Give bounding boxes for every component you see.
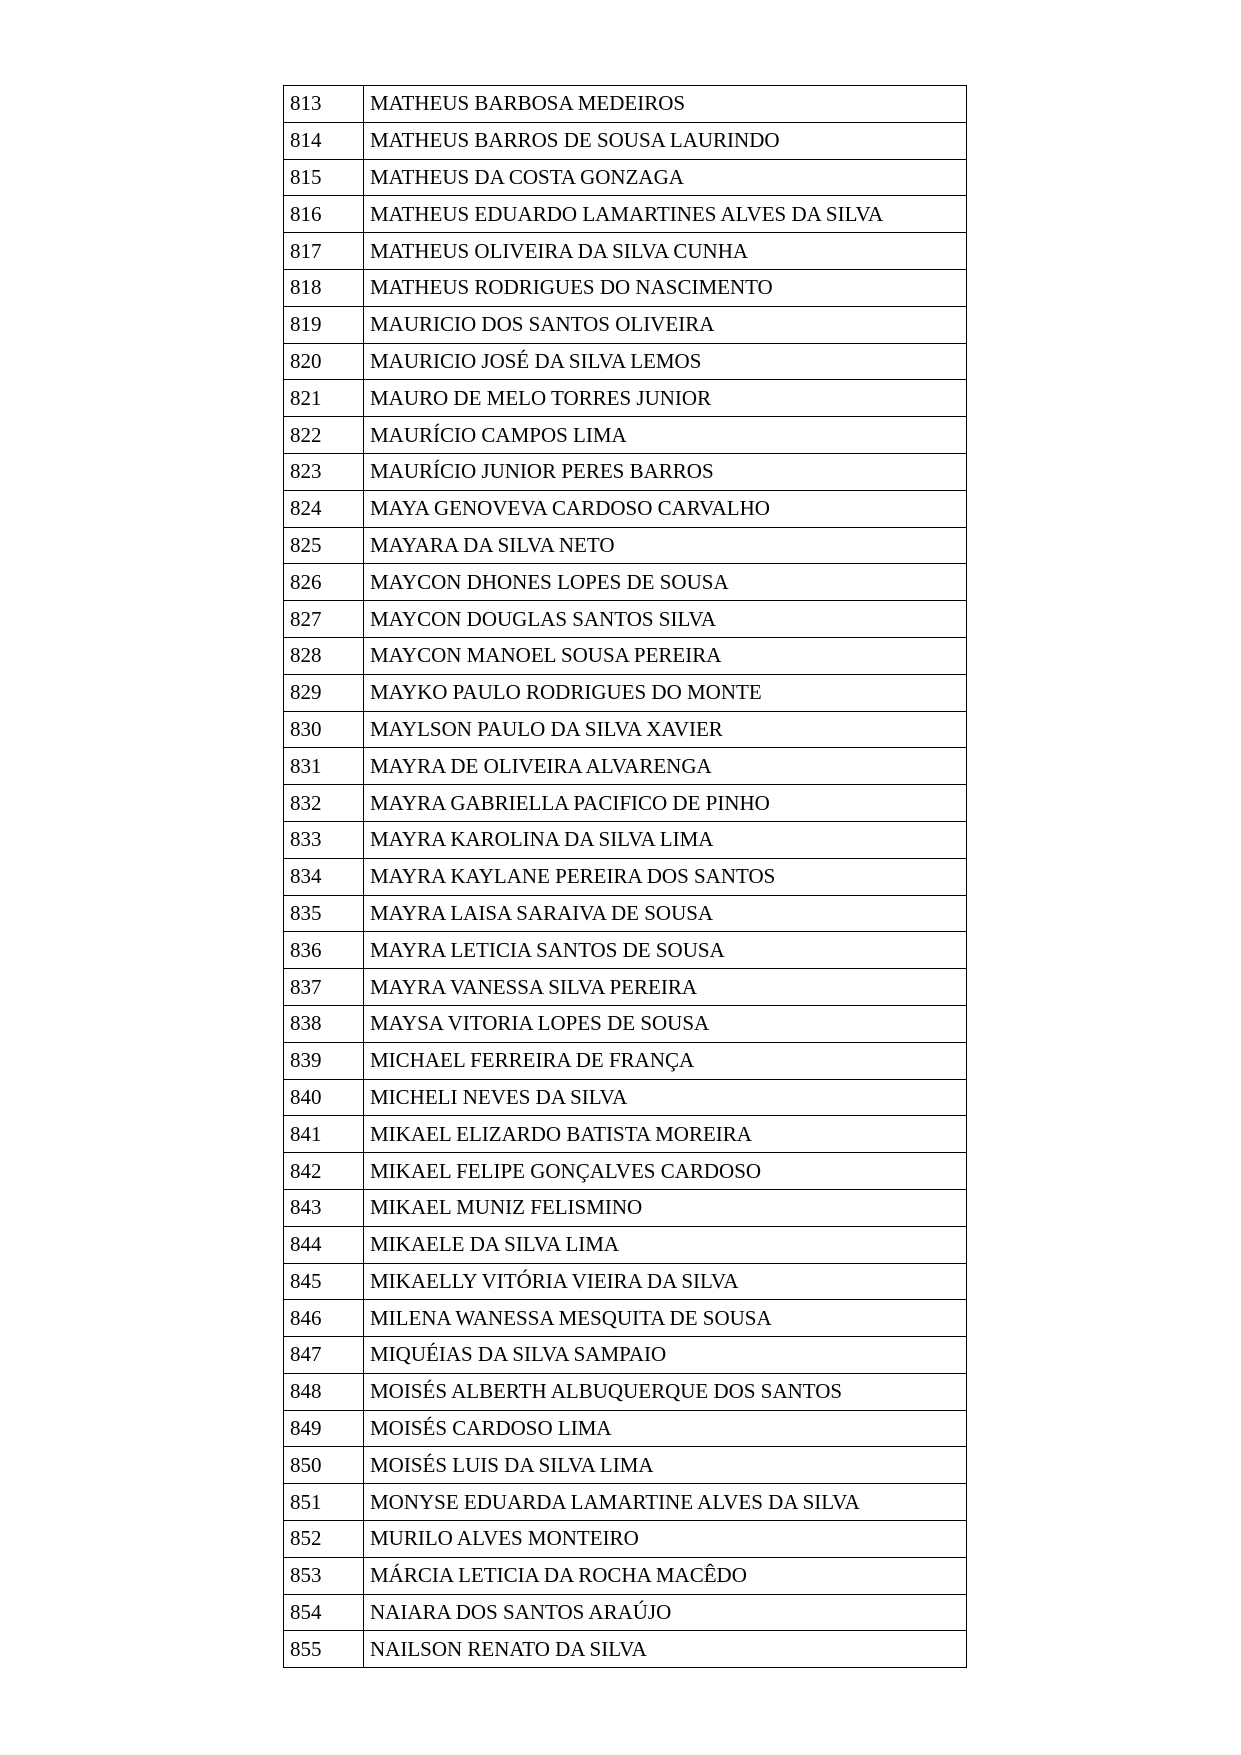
row-number: 823 xyxy=(284,453,364,490)
table-row xyxy=(284,490,967,527)
person-name: MURILO ALVES MONTEIRO xyxy=(364,1521,967,1558)
row-number: 844 xyxy=(284,1226,364,1263)
person-name: MONYSE EDUARDA LAMARTINE ALVES DA SILVA xyxy=(364,1484,967,1521)
row-number: 824 xyxy=(284,490,364,527)
table-row xyxy=(284,858,967,895)
row-number: 834 xyxy=(284,858,364,895)
table-row xyxy=(284,417,967,454)
row-number: 855 xyxy=(284,1631,364,1668)
table-row xyxy=(284,1226,967,1263)
row-number: 829 xyxy=(284,674,364,711)
person-name: MAYRA KAROLINA DA SILVA LIMA xyxy=(364,821,967,858)
person-name: MAYCON MANOEL SOUSA PEREIRA xyxy=(364,637,967,674)
person-name: MAYRA LAISA SARAIVA DE SOUSA xyxy=(364,895,967,932)
person-name: MAYCON DHONES LOPES DE SOUSA xyxy=(364,564,967,601)
row-number: 838 xyxy=(284,1005,364,1042)
table-row xyxy=(284,1337,967,1374)
person-name: MIKAEL ELIZARDO BATISTA MOREIRA xyxy=(364,1116,967,1153)
table-row xyxy=(284,1042,967,1079)
row-number: 849 xyxy=(284,1410,364,1447)
row-number: 817 xyxy=(284,233,364,270)
row-number: 848 xyxy=(284,1373,364,1410)
person-name: MATHEUS RODRIGUES DO NASCIMENTO xyxy=(364,269,967,306)
row-number: 843 xyxy=(284,1189,364,1226)
row-number: 835 xyxy=(284,895,364,932)
table-row xyxy=(284,1594,967,1631)
row-number: 846 xyxy=(284,1300,364,1337)
row-number: 845 xyxy=(284,1263,364,1300)
person-name: MAYRA LETICIA SANTOS DE SOUSA xyxy=(364,932,967,969)
person-name: MAYKO PAULO RODRIGUES DO MONTE xyxy=(364,674,967,711)
row-number: 818 xyxy=(284,269,364,306)
table-row xyxy=(284,601,967,638)
row-number: 814 xyxy=(284,122,364,159)
table-row xyxy=(284,233,967,270)
table-row xyxy=(284,1116,967,1153)
person-name: MIKAEL MUNIZ FELISMINO xyxy=(364,1189,967,1226)
table-row xyxy=(284,1484,967,1521)
person-name: MOISÉS LUIS DA SILVA LIMA xyxy=(364,1447,967,1484)
person-name: MATHEUS EDUARDO LAMARTINES ALVES DA SILVA xyxy=(364,196,967,233)
row-number: 836 xyxy=(284,932,364,969)
table-row xyxy=(284,895,967,932)
row-number: 827 xyxy=(284,601,364,638)
person-name: MAURICIO DOS SANTOS OLIVEIRA xyxy=(364,306,967,343)
table-row xyxy=(284,1557,967,1594)
table-row xyxy=(284,1005,967,1042)
person-name: MATHEUS OLIVEIRA DA SILVA CUNHA xyxy=(364,233,967,270)
table-row xyxy=(284,969,967,1006)
table-row xyxy=(284,564,967,601)
row-number: 851 xyxy=(284,1484,364,1521)
table-row xyxy=(284,1521,967,1558)
table-row xyxy=(284,527,967,564)
row-number: 826 xyxy=(284,564,364,601)
person-name: MICHAEL FERREIRA DE FRANÇA xyxy=(364,1042,967,1079)
table-row xyxy=(284,1153,967,1190)
person-name: MAYSA VITORIA LOPES DE SOUSA xyxy=(364,1005,967,1042)
person-name: MAYRA KAYLANE PEREIRA DOS SANTOS xyxy=(364,858,967,895)
row-number: 854 xyxy=(284,1594,364,1631)
person-name: MIKAEL FELIPE GONÇALVES CARDOSO xyxy=(364,1153,967,1190)
person-name: MAYCON DOUGLAS SANTOS SILVA xyxy=(364,601,967,638)
row-number: 822 xyxy=(284,417,364,454)
person-name: MATHEUS BARBOSA MEDEIROS xyxy=(364,86,967,123)
person-name: MÁRCIA LETICIA DA ROCHA MACÊDO xyxy=(364,1557,967,1594)
person-name: NAIARA DOS SANTOS ARAÚJO xyxy=(364,1594,967,1631)
table-row xyxy=(284,1189,967,1226)
table-row xyxy=(284,1373,967,1410)
row-number: 821 xyxy=(284,380,364,417)
table-row xyxy=(284,1300,967,1337)
person-name: MATHEUS DA COSTA GONZAGA xyxy=(364,159,967,196)
person-name: MICHELI NEVES DA SILVA xyxy=(364,1079,967,1116)
person-name: MOISÉS CARDOSO LIMA xyxy=(364,1410,967,1447)
row-number: 816 xyxy=(284,196,364,233)
table-row xyxy=(284,159,967,196)
table-row xyxy=(284,674,967,711)
row-number: 832 xyxy=(284,785,364,822)
row-number: 813 xyxy=(284,86,364,123)
person-name: MAURÍCIO CAMPOS LIMA xyxy=(364,417,967,454)
person-name: MOISÉS ALBERTH ALBUQUERQUE DOS SANTOS xyxy=(364,1373,967,1410)
table-row xyxy=(284,711,967,748)
row-number: 852 xyxy=(284,1521,364,1558)
table-row xyxy=(284,821,967,858)
row-number: 847 xyxy=(284,1337,364,1374)
person-name: MILENA WANESSA MESQUITA DE SOUSA xyxy=(364,1300,967,1337)
table-row xyxy=(284,306,967,343)
row-number: 853 xyxy=(284,1557,364,1594)
table-row xyxy=(284,380,967,417)
row-number: 837 xyxy=(284,969,364,1006)
person-name: MIKAELE DA SILVA LIMA xyxy=(364,1226,967,1263)
person-name: MIKAELLY VITÓRIA VIEIRA DA SILVA xyxy=(364,1263,967,1300)
row-number: 830 xyxy=(284,711,364,748)
row-number: 828 xyxy=(284,637,364,674)
table-row xyxy=(284,122,967,159)
person-name: NAILSON RENATO DA SILVA xyxy=(364,1631,967,1668)
row-number: 842 xyxy=(284,1153,364,1190)
row-number: 850 xyxy=(284,1447,364,1484)
person-name: MATHEUS BARROS DE SOUSA LAURINDO xyxy=(364,122,967,159)
name-list-body xyxy=(284,86,967,1668)
table-row xyxy=(284,1410,967,1447)
row-number: 841 xyxy=(284,1116,364,1153)
person-name: MAYRA GABRIELLA PACIFICO DE PINHO xyxy=(364,785,967,822)
table-row xyxy=(284,343,967,380)
row-number: 840 xyxy=(284,1079,364,1116)
row-number: 831 xyxy=(284,748,364,785)
table-row xyxy=(284,86,967,123)
table-row xyxy=(284,1631,967,1668)
table-row xyxy=(284,1447,967,1484)
person-name: MAYRA VANESSA SILVA PEREIRA xyxy=(364,969,967,1006)
row-number: 819 xyxy=(284,306,364,343)
table-row xyxy=(284,453,967,490)
table-row xyxy=(284,196,967,233)
table-row xyxy=(284,748,967,785)
table-row xyxy=(284,785,967,822)
person-name: MAYLSON PAULO DA SILVA XAVIER xyxy=(364,711,967,748)
person-name: MIQUÉIAS DA SILVA SAMPAIO xyxy=(364,1337,967,1374)
name-list-table xyxy=(283,85,967,1668)
table-row xyxy=(284,269,967,306)
person-name: MAURICIO JOSÉ DA SILVA LEMOS xyxy=(364,343,967,380)
row-number: 833 xyxy=(284,821,364,858)
person-name: MAYA GENOVEVA CARDOSO CARVALHO xyxy=(364,490,967,527)
person-name: MAYARA DA SILVA NETO xyxy=(364,527,967,564)
person-name: MAURÍCIO JUNIOR PERES BARROS xyxy=(364,453,967,490)
table-row xyxy=(284,1263,967,1300)
table-row xyxy=(284,1079,967,1116)
row-number: 825 xyxy=(284,527,364,564)
row-number: 839 xyxy=(284,1042,364,1079)
person-name: MAYRA DE OLIVEIRA ALVARENGA xyxy=(364,748,967,785)
table-row xyxy=(284,637,967,674)
table-row xyxy=(284,932,967,969)
row-number: 820 xyxy=(284,343,364,380)
person-name: MAURO DE MELO TORRES JUNIOR xyxy=(364,380,967,417)
row-number: 815 xyxy=(284,159,364,196)
